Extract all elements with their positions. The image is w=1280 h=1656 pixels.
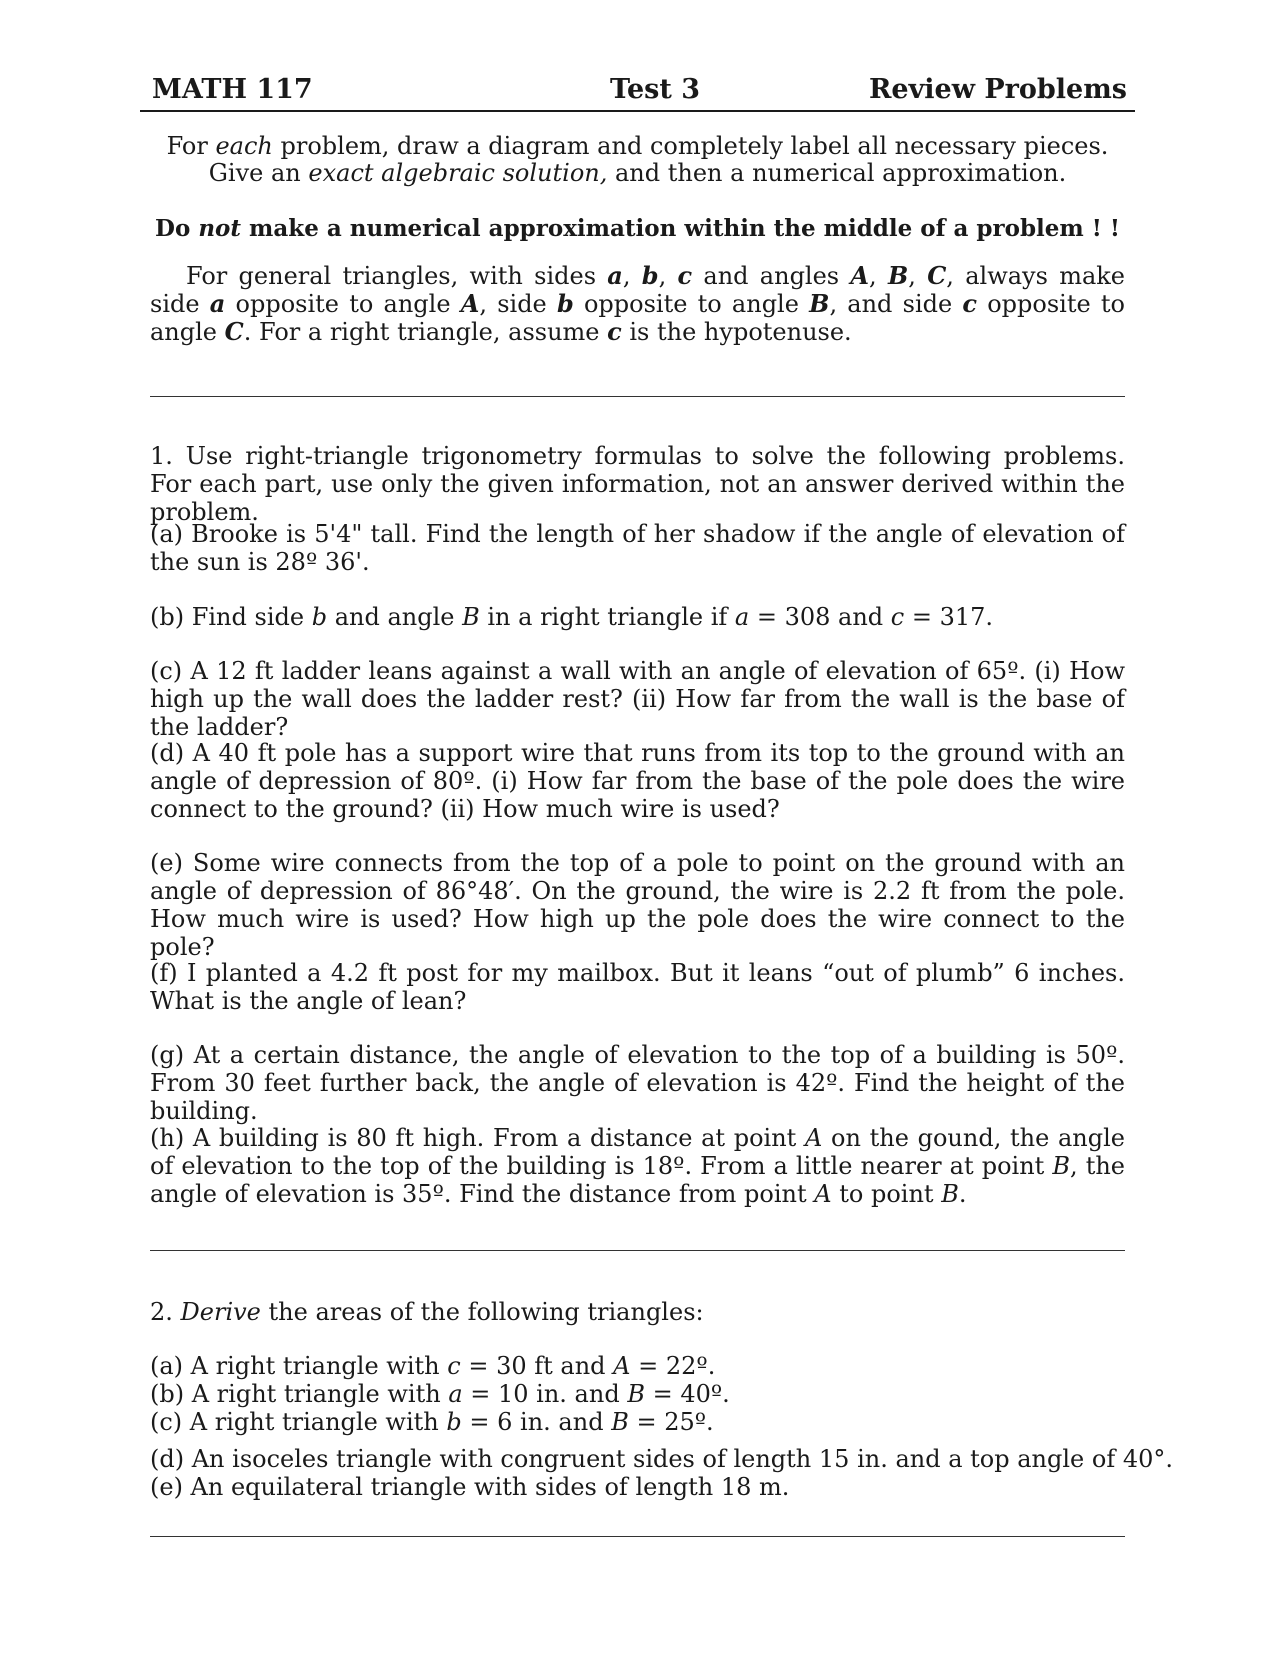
problem-1c: (c) A 12 ft ladder leans against a wall with an angle of elevation of 65º. (i) How high up the wall does the ladder rest? (ii) How far from the wall is the base of the ladder?: [150, 657, 1125, 741]
instruction-line-2: Give an exact algebraic solution, and then a numerical approximation.: [208, 159, 1067, 187]
problem-2c: (c) A right triangle with b = 6 in. and B = 25º.: [150, 1408, 714, 1436]
general-triangle-note: For general triangles, with sides a, b, c and angles A, B, C, always make side a opposite to angle A, side b opposite to angle B, and side c opposite to angle C. For a right triangle, assume c is the hypotenuse.: [150, 261, 1126, 346]
problem-1g: (g) At a certain distance, the angle of elevation to the top of a building is 50º. From 30 feet further back, the angle of elevation is 42º. Find the height of the building.: [150, 1041, 1125, 1125]
problem-2d: (d) An isoceles triangle with congruent sides of length 15 in. and a top angle of 40°.: [150, 1445, 1173, 1473]
problem-2-intro: 2. Derive the areas of the following triangles:: [150, 1298, 704, 1326]
problem-1h: (h) A building is 80 ft high. From a distance at point A on the gound, the angle of elevation to the top of the building is 18º. From a little nearer at point B, the angle of elevation is 35º. Find the distance from point A to point B.: [150, 1124, 1126, 1208]
page-header: [140, 72, 1135, 112]
problem-2a: (a) A right triangle with c = 30 ft and A = 22º.: [150, 1352, 716, 1380]
problem-1a: (a) Brooke is 5'4" tall. Find the length of her shadow if the angle of elevation of the sun is 28º 36'.: [150, 520, 1125, 576]
problem-1b: (b) Find side b and angle B in a right triangle if a = 308 and c = 317.: [150, 603, 994, 631]
divider-1: [150, 396, 1125, 397]
problem-1d: (d) A 40 ft pole has a support wire that runs from its top to the ground with an angle of depression of 80º. (i) How far from the base of the pole does the wire connect to the ground? (ii) How much wire is used?: [150, 739, 1125, 823]
document-page: [140, 0, 1173, 1656]
problem-1e: (e) Some wire connects from the top of a pole to point on the ground with an angle of depression of 86°48′. On the ground, the wire is 2.2 ft from the pole. How much wire is used? How high up the pole does the wire connect to the pole?: [150, 849, 1125, 961]
problem-1f: (f) I planted a 4.2 ft post for my mailbox. But it leans “out of plumb” 6 inches. What is the angle of lean?: [150, 959, 1125, 1015]
problem-2b: (b) A right triangle with a = 10 in. and B = 40º.: [150, 1380, 730, 1408]
problem-1-intro: 1. Use right-triangle trigonometry formulas to solve the following problems. For each part, use only the given information, not an answer derived within the problem.: [150, 442, 1125, 526]
course-name: MATH 117: [152, 74, 313, 105]
warning-text: Do not make a numerical approximation within the middle of a problem ! !: [155, 215, 1120, 242]
problem-2e: (e) An equilateral triangle with sides of length 18 m.: [150, 1473, 790, 1501]
instruction-line-1: For each problem, draw a diagram and completely label all necessary pieces.: [166, 132, 1109, 160]
instructions: [140, 133, 1135, 187]
header-title: Review Problems: [868, 74, 1127, 105]
test-name: Test 3: [609, 74, 701, 105]
divider-3: [150, 1536, 1125, 1537]
divider-2: [150, 1250, 1125, 1251]
